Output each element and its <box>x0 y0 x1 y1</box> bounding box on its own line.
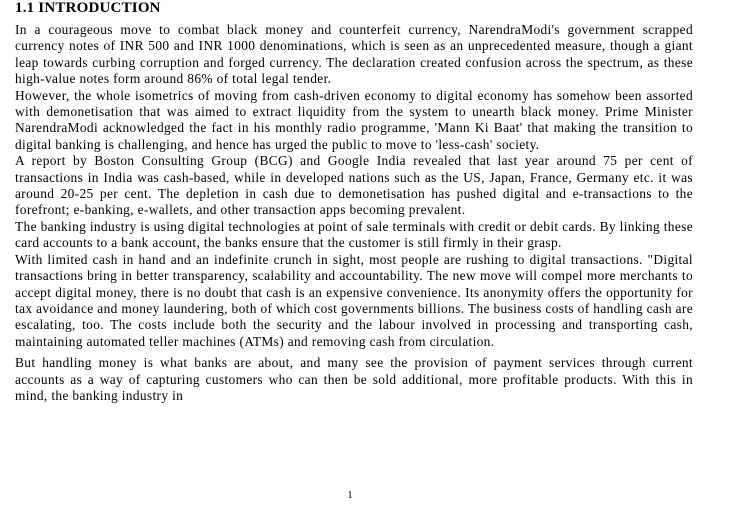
paragraph-bcg-report: A report by Boston Consulting Group (BCG) and Google India revealed that last year around 75 per cent of transactions in India was cash-based, while in developed nations such as the US, Japan, France, Germany etc. it was around 20-25 per cent. The depletion in cash due to demonetisation has pushed digital and e-transactions to the forefront; e-banking, e-wallets, and other transaction apps becoming prevalent. <box>15 153 693 218</box>
document-page <box>15 0 693 404</box>
paragraph-handling-money: But handling money is what banks are about, and many see the provision of payment services through current accounts as a way of capturing customers who can then be sold additional, more profitable products. With this in mind, the banking industry in <box>15 355 693 403</box>
paragraph-demonetisation: In a courageous move to combat black money and counterfeit currency, NarendraModi's government scrapped currency notes of INR 500 and INR 1000 denominations, which is seen as an unprecedented measure, though a giant leap towards curbing corruption and forged currency. The declaration created confusion across the spectrum, as these high-value notes form around 86% of total legal tender. <box>15 22 693 87</box>
paragraph-digital-economy: However, the whole isometrics of moving from cash-driven economy to digital economy has somehow been assorted with demonetisation that was aimed to extract liquidity from the system to unearth black money. Prime Minister NarendraModi acknowledged the fact in his monthly radio programme, 'Mann Ki Baat' that making the transition to digital banking is challenging, and hence has urged the public to move to 'less-cash' society. <box>15 87 693 152</box>
paragraph-digital-transactions: With limited cash in hand and an indefinite crunch in sight, most people are rushing to digital transactions. "Digital transactions bring in better transparency, scalability and accountability. The new move will compel more merchants to accept digital money, there is no doubt that cash is an expensive convenience. Its anonymity offers the opportunity for tax avoidance and money laundering, both of which cost governments billions. The business costs of handling cash are escalating, too. The costs include both the security and the labour involved in processing and transporting cash, maintaining automated teller machines (ATMs) and removing cash from circulation. <box>15 251 693 349</box>
page-number: 1 <box>347 489 353 501</box>
section-heading: 1.1 INTRODUCTION <box>15 0 161 16</box>
paragraph-banking-industry: The banking industry is using digital technologies at point of sale terminals with credit or debit cards. By linking these card accounts to a bank account, the banks ensure that the customer is still firmly in their grasp. <box>15 218 693 251</box>
